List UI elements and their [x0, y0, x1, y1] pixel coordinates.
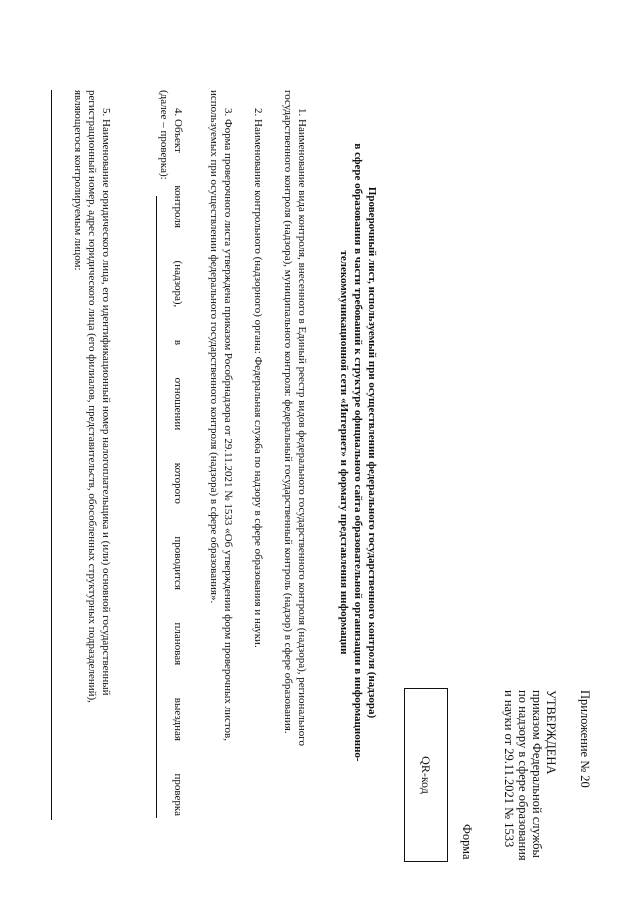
approved-line-3: по надзору в сфере образования: [516, 690, 530, 861]
item-1-line-1: 1. Наименование вида контроля, внесенного в Единый реестр видов федерального государственного контроля (надзора), регионального: [296, 108, 308, 747]
item-4-answer-line: [156, 196, 157, 818]
item-4-word: проверка: [172, 773, 184, 816]
item-4-word: плановая: [172, 622, 184, 666]
title-line-2: в сфере образования в части требований к структуре официального сайта образовательной организации в информационно-: [352, 143, 364, 762]
item-3-line-2: используемых при осуществлении федерального государственного контроля (надзора) в сфере образования».: [208, 90, 220, 604]
appendix-number: Приложение № 20: [578, 690, 592, 788]
item-4-word: которого: [172, 462, 184, 504]
approved-line-4: и науки от 29.11.2021 № 1533: [502, 690, 516, 848]
item-5-line-2: регистрационный номер, адрес юридического лица (его филиалов, представительств, обособленных структурных подразделений),: [86, 90, 98, 703]
approved-line-1: УТВЕРЖДЕНА: [544, 690, 558, 775]
form-label: Форма: [460, 824, 474, 860]
item-4-word: выездная: [172, 697, 184, 741]
item-4-word: 4. Объект: [172, 108, 184, 153]
item-4-line-1: [171, 108, 184, 816]
item-4-word: в: [172, 339, 184, 346]
qr-code-label: QR-код: [419, 756, 434, 794]
item-4-word: проводится: [172, 536, 184, 590]
item-5-answer-line: [51, 90, 52, 820]
qr-code-box: [404, 688, 448, 862]
title-line-3: телекоммуникационной сети «Интернет» и формату представления информации: [338, 250, 350, 655]
item-2-line-1: 2. Наименование контрольного (надзорного) органа: Федеральная служба по надзору в сфере образования и науки.: [252, 108, 264, 648]
approved-line-2: приказом Федеральной службы: [530, 690, 544, 858]
item-3-line-1: 3. Форма проверочного листа утверждена приказом Рособрнадзора от 29.11.2021 № 1533 «Об утверждении форм проверочных листов,: [222, 108, 234, 741]
item-4-word: (надзора),: [172, 260, 184, 308]
item-1-line-2: государственного контроля (надзора), муниципального контроля: федеральный государственный контроль (надзор) в сфере образования.: [282, 90, 294, 734]
item-4-word: контроля: [172, 185, 184, 228]
item-5-line-1: 5. Наименование юридического лица, его идентификационный номер налогоплательщика и (или) основной государственный: [100, 108, 112, 696]
item-4-word: отношении: [172, 377, 184, 431]
item-5-line-3: являющегося контролируемым лицом:: [72, 90, 84, 271]
title-line-1: Проверочный лист, используемый при осуществлении федерального государственного контроля (надзора): [366, 186, 378, 719]
item-4-line-2: (далее – проверка):: [158, 90, 170, 180]
